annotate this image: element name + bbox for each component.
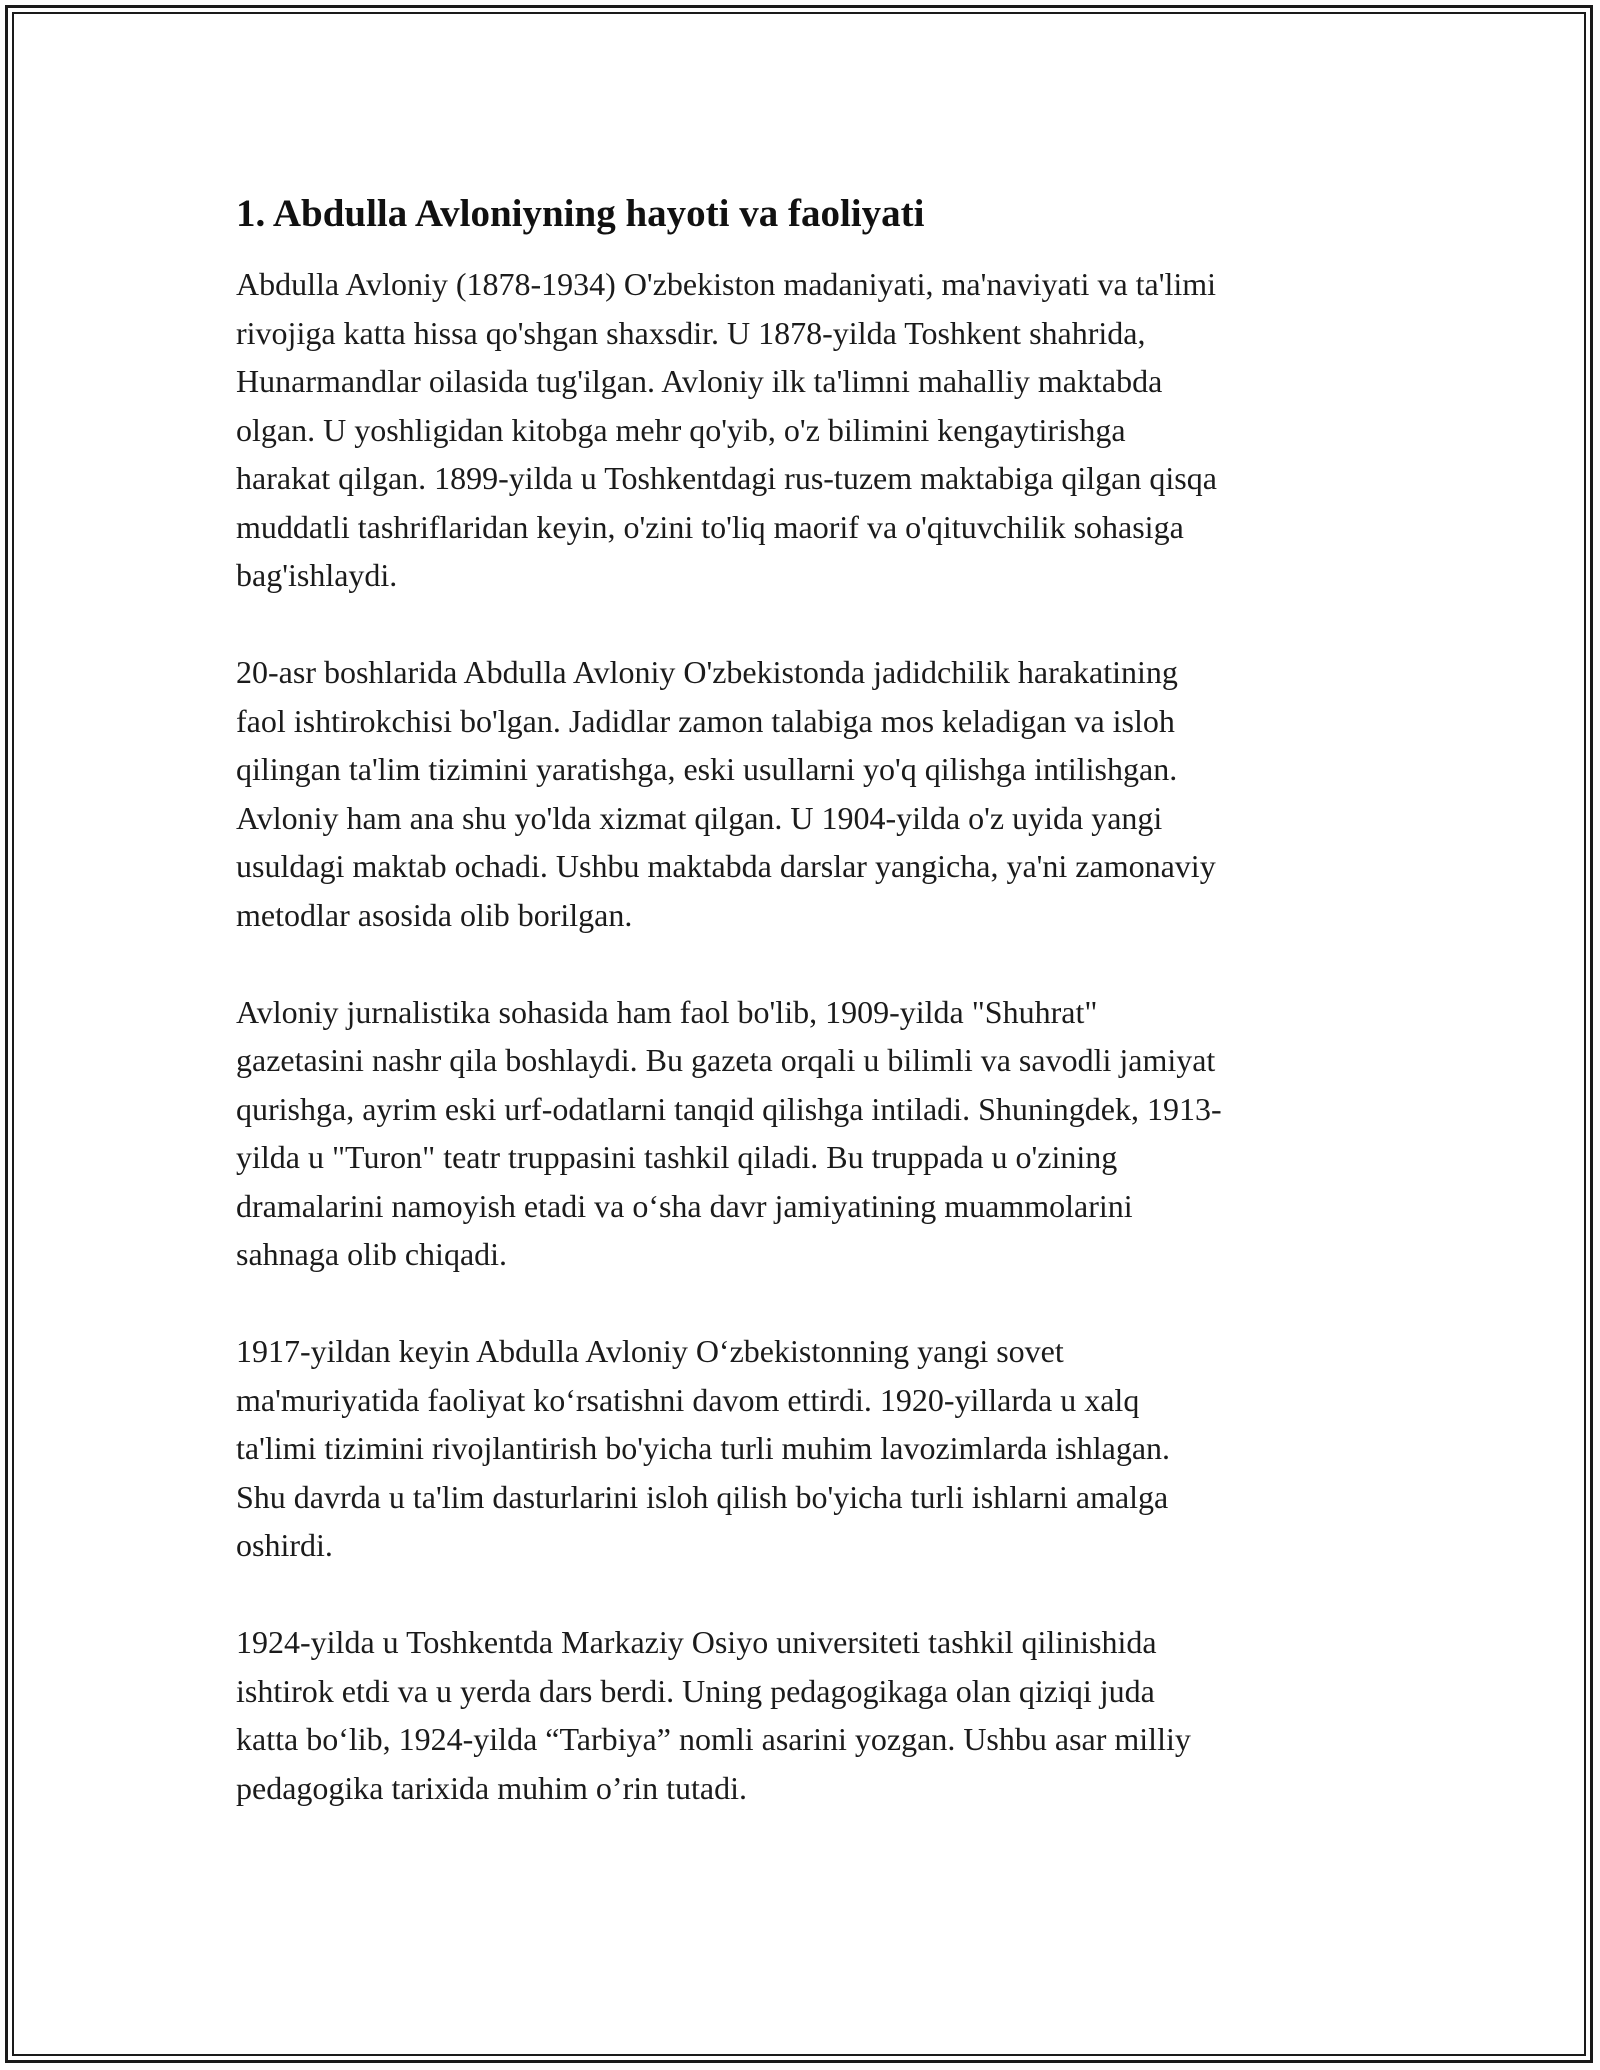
text-line: muddatli tashriflaridan keyin, o'zini to'liq maorif va o'qituvchilik sohasiga <box>236 508 1184 545</box>
text-line: katta bo‘lib, 1924-yilda “Tarbiya” nomli asarini yozgan. Ushbu asar milliy <box>236 1721 1191 1757</box>
text-line: Shu davrda u ta'lim dasturlarini isloh qilish bo'yicha turli ishlarni amalga <box>236 1478 1169 1515</box>
text-line: Abdulla Avloniy (1878-1934) O'zbekiston madaniyati, ma'naviyati va ta'limi <box>236 266 1217 302</box>
text-line: dramalarini namoyish etadi va o‘sha davr jamiyatining muammolarini <box>236 1187 1133 1224</box>
document-body <box>236 188 1376 1861</box>
text-line: faol ishtirokchisi bo'lgan. Jadidlar zamon talabiga mos keladigan va isloh <box>236 702 1175 739</box>
text-line: 1917-yildan keyin Abdulla Avloniy O‘zbekistonning yangi sovet <box>236 1333 1064 1369</box>
text-line: sahnaga olib chiqadi. <box>236 1236 508 1272</box>
text-line: Avloniy jurnalistika sohasida ham faol bo'lib, 1909-yilda "Shuhrat" <box>236 993 1098 1030</box>
text-line: Avloniy ham ana shu yo'lda xizmat qilgan. U 1904-yilda o'z uyida yangi <box>236 799 1163 836</box>
text-line: bag'ishlaydi. <box>236 557 398 593</box>
paragraph-journalism <box>236 988 1376 1279</box>
section-heading: 1. Abdulla Avloniyning hayoti va faoliyati <box>236 192 925 235</box>
paragraph-soviet-period <box>236 1327 1376 1570</box>
text-line: olgan. U yoshligidan kitobga mehr qo'yib, o'z bilimini kengaytirishga <box>236 411 1126 448</box>
text-line: qilingan ta'lim tizimini yaratishga, eski usullarni yo'q qilishga intilishgan. <box>236 751 1178 787</box>
text-line: usuldagi maktab ochadi. Ushbu maktabda darslar yangicha, ya'ni zamonaviy <box>236 848 1216 884</box>
text-line: 20-asr boshlarida Abdulla Avloniy O'zbekistonda jadidchilik harakatining <box>236 654 1178 690</box>
text-line: pedagogika tarixida muhim o’rin tutadi. <box>236 1769 747 1806</box>
text-line: yilda u "Turon" teatr truppasini tashkil qiladi. Bu truppada u o'zining <box>236 1139 1118 1175</box>
text-line: rivojiga katta hissa qo'shgan shaxsdir. U 1878-yilda Toshkent shahrida, <box>236 314 1146 351</box>
paragraph-jadidism <box>236 648 1376 939</box>
text-line: Hunarmandlar oilasida tug'ilgan. Avloniy ilk ta'limni mahalliy maktabda <box>236 363 1163 399</box>
text-line: 1924-yilda u Toshkentda Markaziy Osiyo universiteti tashkil qilinishida <box>236 1624 1157 1660</box>
text-line: harakat qilgan. 1899-yilda u Toshkentdagi rus-tuzem maktabiga qilgan qisqa <box>236 460 1217 496</box>
text-line: oshirdi. <box>236 1527 333 1563</box>
text-line: qurishga, ayrim eski urf-odatlarni tanqid qilishga intiladi. Shuningdek, 1913- <box>236 1090 1222 1127</box>
text-line: ma'muriyatida faoliyat ko‘rsatishni davom ettirdi. 1920-yillarda u xalq <box>236 1381 1140 1418</box>
paragraph-university <box>236 1618 1376 1812</box>
text-line: ta'limi tizimini rivojlantirish bo'yicha turli muhim lavozimlarda ishlagan. <box>236 1430 1171 1466</box>
text-line: metodlar asosida olib borilgan. <box>236 896 633 933</box>
paragraph-biography <box>236 260 1376 600</box>
text-line: gazetasini nashr qila boshlaydi. Bu gazeta orqali u bilimli va savodli jamiyat <box>236 1042 1216 1078</box>
text-line: ishtirok etdi va u yerda dars berdi. Uning pedagogikaga olan qiziqi juda <box>236 1672 1155 1709</box>
